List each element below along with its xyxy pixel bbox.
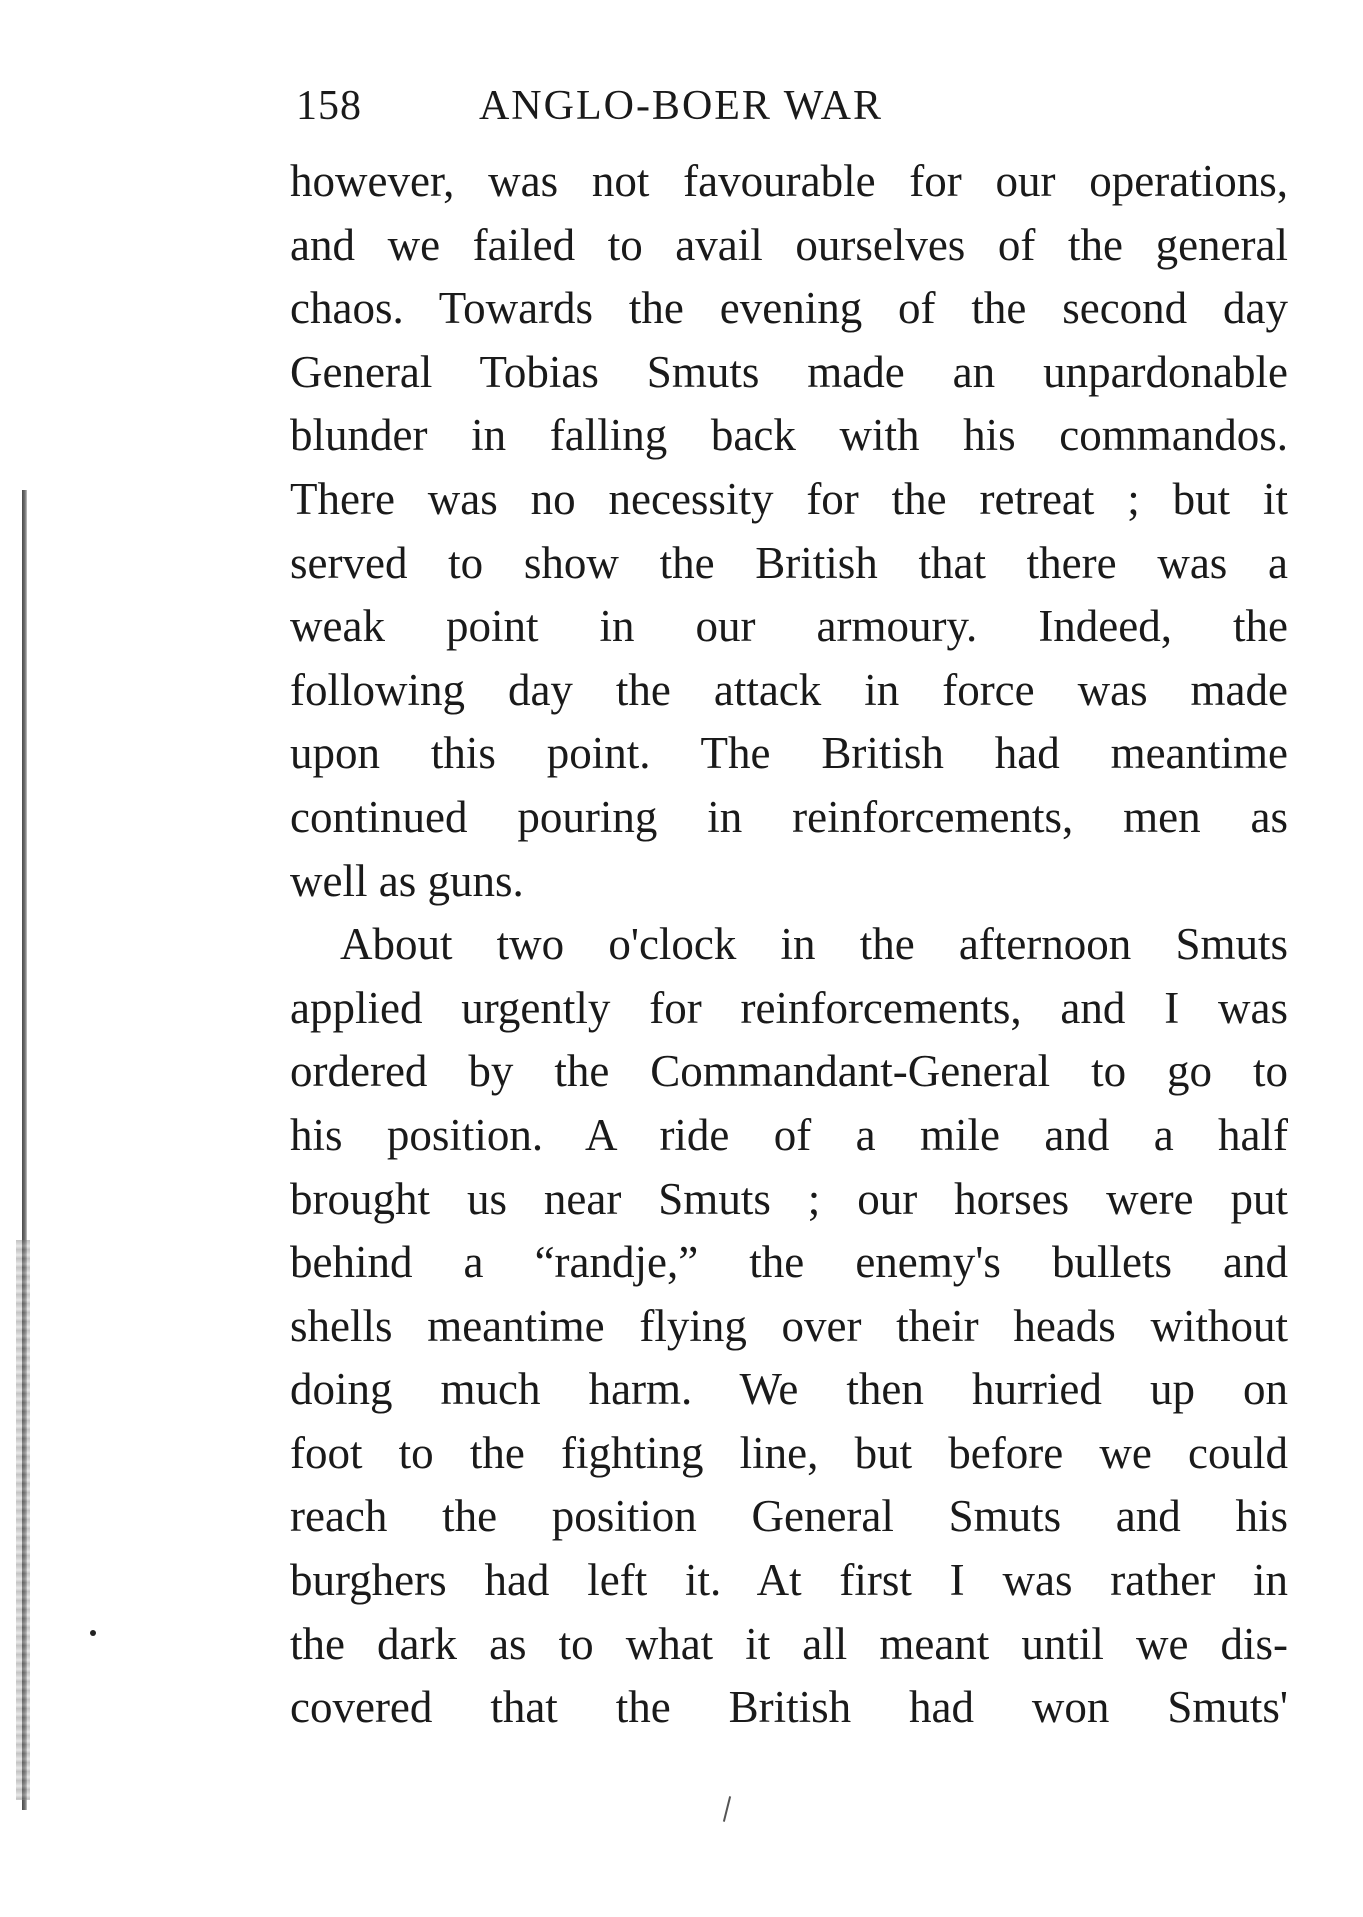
text-line: following day the attack in force was made xyxy=(290,664,1288,715)
text-line: applied urgently for reinforcements, and I was xyxy=(290,982,1288,1033)
text-line: the dark as to what it all meant until we dis- xyxy=(290,1618,1288,1669)
text-line: doing much harm. We then hurried up on xyxy=(290,1364,1288,1415)
text-line: brought us near Smuts ; our horses were put xyxy=(290,1173,1288,1224)
text-line: upon this point. The British had meantime xyxy=(290,728,1288,779)
ink-speck xyxy=(90,1630,96,1636)
text-line: behind a “randje,” the enemy's bullets and xyxy=(290,1237,1288,1288)
paragraph-end-line: well as guns. xyxy=(290,855,524,906)
text-line: foot to the fighting line, but before we could xyxy=(290,1427,1288,1478)
paragraph-start-line: About two o'clock in the afternoon Smuts xyxy=(340,919,1288,970)
text-line: General Tobias Smuts made an unpardonable xyxy=(290,346,1288,397)
text-line: covered that the British had won Smuts' xyxy=(290,1682,1288,1733)
text-line: however, was not favourable for our operations, xyxy=(290,156,1288,206)
text-line: There was no necessity for the retreat ; but it xyxy=(290,473,1288,524)
page-number: 158 xyxy=(296,83,362,129)
running-title: ANGLO-BOER WAR xyxy=(478,83,884,129)
page-header xyxy=(296,82,1066,132)
text-line: ordered by the Commandant-General to go to xyxy=(290,1046,1288,1097)
text-line: shells meantime flying over their heads without xyxy=(290,1300,1288,1351)
text-line: served to show the British that there was a xyxy=(290,537,1288,588)
text-line: and we failed to avail ourselves of the general xyxy=(290,219,1288,270)
text-line: reach the position General Smuts and his xyxy=(290,1491,1288,1542)
text-line: chaos. Towards the evening of the second day xyxy=(290,283,1288,334)
text-line: burghers had left it. At first I was rather in xyxy=(290,1555,1288,1606)
text-body xyxy=(290,150,1288,1740)
text-line: blunder in falling back with his commandos. xyxy=(290,410,1288,461)
binding-noise xyxy=(16,1240,30,1800)
text-line: his position. A ride of a mile and a half xyxy=(290,1109,1288,1160)
printer-mark xyxy=(723,1796,731,1822)
text-line: continued pouring in reinforcements, men as xyxy=(290,791,1288,842)
text-line: weak point in our armoury. Indeed, the xyxy=(290,601,1288,652)
